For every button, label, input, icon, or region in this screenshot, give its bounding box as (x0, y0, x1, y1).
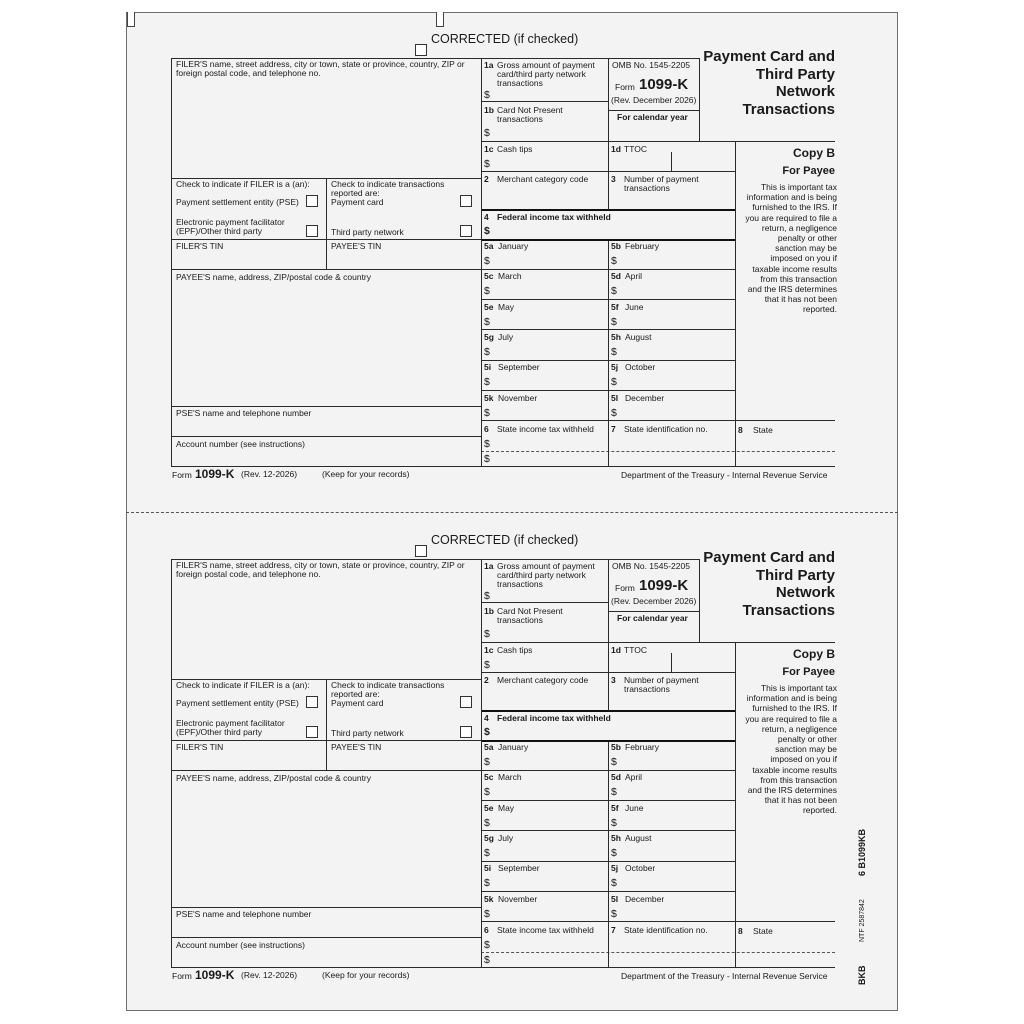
box-5e-label: May (498, 301, 515, 312)
box-5c-code: 5c (484, 271, 494, 282)
payee-tin-label: PAYEE'S TIN (331, 241, 382, 251)
box-5g-code: 5g (484, 331, 494, 342)
form-number: 1099-K (639, 76, 689, 93)
box-7-code: 7 (611, 424, 616, 434)
box-5c-label: March (498, 772, 522, 783)
box-5l-label: December (625, 392, 665, 403)
payment-card-checkbox[interactable] (460, 195, 472, 207)
box-5a-label: January (498, 241, 529, 251)
box-5g-label: July (498, 331, 514, 342)
box-5e-code: 5e (484, 802, 494, 813)
dollar-sign: $ (611, 816, 617, 829)
box-5g-code: 5g (484, 832, 494, 843)
dollar-sign: $ (611, 285, 617, 298)
box-5f-code: 5f (611, 301, 619, 312)
form-revision: (Rev. December 2026) (611, 95, 697, 105)
form-number: 1099-K (639, 577, 689, 594)
check-transactions-label: Check to indicate transactions reported are: (331, 179, 445, 198)
corrected-label: CORRECTED (if checked) (431, 533, 579, 547)
box-1d-code: 1d (611, 144, 621, 154)
footer-revision: (Rev. 12-2026) (241, 469, 298, 479)
check-transactions-label: Check to indicate transactions reported are: (331, 680, 445, 699)
pse-checkbox[interactable] (306, 195, 318, 207)
box-5h-code: 5h (611, 331, 621, 342)
payee-tin-label: PAYEE'S TIN (331, 742, 382, 752)
pse-label: Payment settlement entity (PSE) (176, 698, 299, 708)
footer-form-word: Form (172, 470, 192, 480)
box-7-label: State identification no. (624, 424, 708, 434)
box-6-code: 6 (484, 424, 489, 434)
omb-number: OMB No. 1545-2205 (612, 60, 690, 70)
pse-name-label: PSE'S name and telephone number (176, 408, 312, 418)
dollar-sign: $ (484, 939, 490, 951)
box-1a-label: Gross amount of payment card/third party network transactions (497, 561, 595, 589)
dollar-sign: $ (484, 285, 490, 298)
dollar-sign: $ (484, 659, 490, 671)
dollar-sign: $ (611, 756, 617, 768)
box-2-label: Merchant category code (497, 174, 589, 184)
pse-name-label: PSE'S name and telephone number (176, 909, 312, 919)
filer-tin-label: FILER'S TIN (176, 241, 224, 251)
for-payee-label: For Payee (782, 666, 835, 678)
box-5j-code: 5j (611, 863, 619, 874)
box-5l-code: 5l (611, 392, 619, 403)
footer-form-number: 1099-K (195, 467, 235, 481)
box-5h-label: August (625, 832, 652, 843)
form-copy-bottom (0, 501, 1024, 981)
check-filer-label: Check to indicate if FILER is a (an): (176, 179, 310, 189)
box-4-label: Federal income tax withheld (497, 713, 611, 723)
box-5d-code: 5d (611, 271, 621, 282)
side-code-form: 6 B1099KB (857, 828, 867, 876)
pse-label: Payment settlement entity (PSE) (176, 197, 299, 207)
box-1b-label: Card Not Present transactions (497, 606, 563, 625)
dollar-sign: $ (611, 345, 617, 358)
dollar-sign: $ (484, 877, 490, 890)
box-5j-label: October (625, 362, 656, 373)
dollar-sign: $ (611, 907, 617, 920)
box-6-label: State income tax withheld (497, 424, 594, 434)
corrected-checkbox[interactable] (415, 545, 427, 557)
form-word: Form (615, 583, 635, 593)
payee-name-label: PAYEE'S name, address, ZIP/postal code & country (176, 773, 372, 783)
dollar-sign: $ (484, 453, 490, 465)
epf-label: Electronic payment facilitator (EPF)/Other third party (176, 718, 285, 737)
box-5h-code: 5h (611, 832, 621, 843)
box-2-code: 2 (484, 675, 489, 685)
box-5i-code: 5i (484, 863, 492, 874)
box-5e-label: May (498, 802, 515, 813)
box-4-label: Federal income tax withheld (497, 212, 611, 222)
payee-name-label: PAYEE'S name, address, ZIP/postal code & country (176, 272, 372, 282)
box-5k-code: 5k (484, 392, 494, 403)
box-5k-label: November (498, 392, 538, 403)
dollar-sign: $ (484, 907, 490, 920)
copy-label: Copy B (793, 146, 835, 160)
box-1c-label: Cash tips (497, 144, 533, 154)
payment-card-label: Payment card (331, 698, 384, 708)
dollar-sign: $ (611, 786, 617, 799)
box-4-code: 4 (484, 713, 489, 723)
third-party-network-label: Third party network (331, 227, 404, 237)
dollar-sign: $ (484, 225, 490, 237)
box-1a-code: 1a (484, 60, 494, 70)
dollar-sign: $ (611, 255, 617, 267)
box-1a-label: Gross amount of payment card/third party network transactions (497, 60, 595, 88)
box-3-label: Number of payment transactions (624, 675, 699, 694)
payment-card-checkbox[interactable] (460, 696, 472, 708)
box-5d-label: April (625, 271, 643, 282)
box-5f-code: 5f (611, 802, 619, 813)
dollar-sign: $ (484, 376, 490, 389)
box-1a-code: 1a (484, 561, 494, 571)
box-3-code: 3 (611, 174, 616, 184)
filer-name-label: FILER'S name, street address, city or town, state or province, country, ZIP or foreign postal code, and telephone no. (176, 59, 465, 78)
box-1d-label: TTOC (624, 144, 647, 154)
important-tax-info: This is important tax information and is being furnished to the IRS. If you are required to file a return, a negligence penalty or other sanction may be imposed on you if taxable income results from this transaction and the IRS determines that it has not been reported. (745, 182, 837, 315)
dollar-sign: $ (484, 438, 490, 450)
box-1c-label: Cash tips (497, 645, 533, 655)
form-copy-top (0, 0, 1024, 480)
box-5c-code: 5c (484, 772, 494, 783)
for-payee-label: For Payee (782, 165, 835, 177)
account-number-label: Account number (see instructions) (176, 439, 305, 449)
box-5e-code: 5e (484, 301, 494, 312)
calendar-year-label: For calendar year (617, 112, 688, 122)
box-5f-label: June (625, 301, 644, 312)
dollar-sign: $ (484, 406, 490, 419)
box-1c-code: 1c (484, 144, 494, 154)
footer-form-word: Form (172, 971, 192, 981)
box-1c-code: 1c (484, 645, 494, 655)
calendar-year-label: For calendar year (617, 613, 688, 623)
box-5i-code: 5i (484, 362, 492, 373)
filer-tin-label: FILER'S TIN (176, 742, 224, 752)
box-5b-code: 5b (611, 742, 621, 752)
side-code-ntf: NTF 2587842 (859, 899, 866, 942)
dollar-sign: $ (484, 726, 490, 738)
third-party-network-checkbox[interactable] (460, 225, 472, 237)
dollar-sign: $ (611, 376, 617, 389)
box-5l-label: December (625, 893, 665, 904)
box-5d-label: April (625, 772, 643, 783)
dollar-sign: $ (484, 345, 490, 358)
filer-name-label: FILER'S name, street address, city or town, state or province, country, ZIP or foreign postal code, and telephone no. (176, 560, 465, 579)
footer-revision: (Rev. 12-2026) (241, 970, 298, 980)
footer-department: Department of the Treasury - Internal Revenue Service (621, 470, 828, 480)
box-5b-code: 5b (611, 241, 621, 251)
dollar-sign: $ (484, 89, 490, 101)
box-5a-code: 5a (484, 742, 494, 752)
check-filer-label: Check to indicate if FILER is a (an): (176, 680, 310, 690)
omb-number: OMB No. 1545-2205 (612, 561, 690, 571)
epf-checkbox[interactable] (306, 225, 318, 237)
epf-label: Electronic payment facilitator (EPF)/Other third party (176, 217, 285, 236)
dollar-sign: $ (484, 628, 490, 640)
dollar-sign: $ (484, 816, 490, 829)
dollar-sign: $ (484, 954, 490, 966)
box-8-label: State (753, 926, 773, 936)
box-8-code: 8 (738, 926, 743, 936)
footer-keep-records: (Keep for your records) (322, 970, 410, 980)
footer-department: Department of the Treasury - Internal Revenue Service (621, 971, 828, 981)
box-5b-label: February (625, 241, 660, 251)
dollar-sign: $ (611, 877, 617, 890)
dollar-sign: $ (484, 590, 490, 602)
box-4-code: 4 (484, 212, 489, 222)
box-2-code: 2 (484, 174, 489, 184)
corrected-label: CORRECTED (if checked) (431, 32, 579, 46)
box-5b-label: February (625, 742, 660, 752)
dollar-sign: $ (484, 756, 490, 768)
box-8-code: 8 (738, 425, 743, 435)
box-5i-label: September (498, 362, 540, 373)
box-6-code: 6 (484, 925, 489, 935)
account-number-label: Account number (see instructions) (176, 940, 305, 950)
box-1b-label: Card Not Present transactions (497, 105, 563, 124)
dollar-sign: $ (484, 786, 490, 799)
form-title: Payment Card and Third Party Network Transactions (703, 549, 835, 619)
epf-checkbox[interactable] (306, 726, 318, 738)
important-tax-info: This is important tax information and is being furnished to the IRS. If you are required to file a return, a negligence penalty or other sanction may be imposed on you if taxable income results from this transaction and the IRS determines that it has not been reported. (745, 683, 837, 816)
dollar-sign: $ (484, 846, 490, 859)
footer-keep-records: (Keep for your records) (322, 469, 410, 479)
box-5k-label: November (498, 893, 538, 904)
form-revision: (Rev. December 2026) (611, 596, 697, 606)
box-5j-code: 5j (611, 362, 619, 373)
form-title: Payment Card and Third Party Network Transactions (703, 48, 835, 118)
third-party-network-label: Third party network (331, 728, 404, 738)
box-5h-label: August (625, 331, 652, 342)
box-5c-label: March (498, 271, 522, 282)
box-2-label: Merchant category code (497, 675, 589, 685)
box-5l-code: 5l (611, 893, 619, 904)
box-3-label: Number of payment transactions (624, 174, 699, 193)
dollar-sign: $ (484, 127, 490, 139)
box-6-label: State income tax withheld (497, 925, 594, 935)
dollar-sign: $ (611, 315, 617, 328)
footer-form-number: 1099-K (195, 968, 235, 982)
box-1b-code: 1b (484, 606, 494, 616)
dollar-sign: $ (484, 158, 490, 170)
dollar-sign: $ (611, 406, 617, 419)
dollar-sign: $ (611, 846, 617, 859)
box-3-code: 3 (611, 675, 616, 685)
third-party-network-checkbox[interactable] (460, 726, 472, 738)
form-word: Form (615, 82, 635, 92)
box-5k-code: 5k (484, 893, 494, 904)
box-5f-label: June (625, 802, 644, 813)
payment-card-label: Payment card (331, 197, 384, 207)
box-5j-label: October (625, 863, 656, 874)
dollar-sign: $ (484, 315, 490, 328)
box-5a-label: January (498, 742, 529, 752)
copy-label: Copy B (793, 647, 835, 661)
pse-checkbox[interactable] (306, 696, 318, 708)
corrected-checkbox[interactable] (415, 44, 427, 56)
box-1d-code: 1d (611, 645, 621, 655)
dollar-sign: $ (484, 255, 490, 267)
box-8-label: State (753, 425, 773, 435)
side-code-bkb: BKB (857, 965, 867, 985)
box-5a-code: 5a (484, 241, 494, 251)
box-7-code: 7 (611, 925, 616, 935)
box-5i-label: September (498, 863, 540, 874)
box-1d-label: TTOC (624, 645, 647, 655)
box-5d-code: 5d (611, 772, 621, 783)
box-1b-code: 1b (484, 105, 494, 115)
box-7-label: State identification no. (624, 925, 708, 935)
box-5g-label: July (498, 832, 514, 843)
